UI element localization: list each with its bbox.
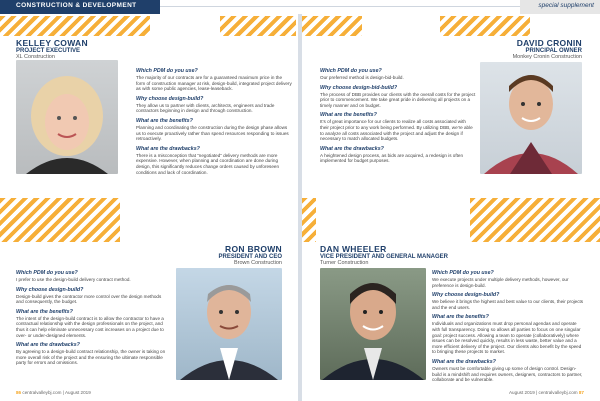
person-title: PROJECT EXECUTIVE <box>16 48 81 54</box>
question: Which PDM do you use? <box>432 270 494 276</box>
answer: Individuals and organizations must drop personal agendas and operate with full transparency. Doing so allows all parties to focus on one singular goal: project success. Allowing a team to operate (collaboratively) where issues can be resolved quickly, results in less waste, better value and a more efficient delivery of the project. Our clients also benefit by the speed to bringing these projects to market. <box>432 321 582 355</box>
answer: There is a misconception that “negotiated” delivery methods are more expensive. However, when planning and coordination are done during design, this significantly reduces change orders caused by unforeseen conditions and lack of coordination. <box>136 152 280 175</box>
profile-header-dan <box>320 244 480 266</box>
person-name: KELLEY COWAN <box>16 38 88 48</box>
answer: By agreeing to a design-build contract relationship, the owner is taking on more overall risk of the project and the ensuring the ultimate responsible party for errors and omissions. <box>16 349 166 366</box>
stripe-decoration <box>220 16 296 36</box>
answer: The process of DBB provides our clients with the overall costs for the project prior to commencement. We take great pride in delivering all projects on a timely manner and on budget. <box>320 91 476 108</box>
person-name: DAVID CRONIN <box>516 38 582 48</box>
question: Which PDM do you use? <box>136 68 198 74</box>
question: What are the drawbacks? <box>432 358 496 365</box>
question: What are the drawbacks? <box>320 145 384 152</box>
portrait-photo-david <box>480 62 582 174</box>
answer: We execute projects under multiple delivery methods, however, our preference is design-build. <box>432 277 569 288</box>
question: What are the drawbacks? <box>136 145 200 152</box>
person-title: VICE PRESIDENT AND GENERAL MANAGER <box>320 254 449 260</box>
question: Why choose design-build? <box>16 286 84 293</box>
qa-column-dan <box>432 270 584 387</box>
profile-header-kelley <box>16 38 136 60</box>
stripe-decoration <box>440 16 530 36</box>
answer: We believe it brings the highest and best value to our clients, their projects and the end users. <box>432 299 584 310</box>
page-gutter <box>298 14 302 401</box>
stripe-decoration <box>0 16 150 36</box>
answer: Design-build gives the contractor more control over the design methods and consequently, the budget. <box>16 293 162 305</box>
supplement-label: special supplement <box>538 2 594 9</box>
stripe-decoration <box>302 198 316 242</box>
header-rule-right <box>300 6 520 7</box>
person-company: Turner Construction <box>320 260 369 266</box>
header-rule-left <box>160 6 300 7</box>
qa-column-david <box>320 68 476 168</box>
question: What are the drawbacks? <box>16 342 80 349</box>
page-number-right: 87 <box>578 390 584 395</box>
person-company: XL Construction <box>16 54 55 60</box>
answer: A heightened design process, as bids are acquired, a redesign is often implemented for budget purposes. <box>320 152 464 164</box>
issue-date-right: August 2019 <box>508 390 535 395</box>
question: Why choose design-build? <box>136 95 204 102</box>
profile-header-david <box>470 38 582 60</box>
footer-left: 86 centralvalleybj.com | August 2019 <box>16 390 91 395</box>
qa-column-kelley <box>136 68 292 179</box>
section-title: CONSTRUCTION & DEVELOPMENT <box>16 2 137 9</box>
issue-date-left: August 2019 <box>64 390 91 395</box>
stripe-decoration <box>302 16 362 36</box>
answer: Owners must be comfortable giving up some of design control. Design-build is a mindshift and requires owners, designers, contractors to partner, collaborate and be vulnerable. <box>432 365 583 383</box>
question: Which PDM do you use? <box>16 270 78 276</box>
person-name: RON BROWN <box>225 244 282 254</box>
person-title: PRINCIPAL OWNER <box>525 48 582 54</box>
answer: Planning and coordinating the construction during the design phase allows us to execute proactively rather than spend resources responding to issues retroactively. <box>136 124 289 142</box>
profile-header-ron <box>170 244 282 266</box>
answer: Our preferred method is design-bid-build. <box>320 75 404 80</box>
answer: I prefer to use the design-build delivery contract method. <box>16 277 131 282</box>
page-number-left: 86 <box>16 390 22 395</box>
question: What are the benefits? <box>320 112 377 119</box>
person-company: Brown Construction <box>234 260 282 266</box>
footer-right: August 2019 | centralvalleybj.com 87 <box>508 390 584 395</box>
person-company: Monkey Cronin Construction <box>512 54 582 60</box>
person-title: PRESIDENT AND CEO <box>218 254 282 260</box>
stripe-decoration <box>0 198 120 242</box>
supplement-banner <box>520 0 600 14</box>
answer: The majority of our contracts are for a guaranteed maximum price in the form of construction manager at risk, design-build, integrated project delivery as with some public agencies, lease-leaseback. <box>136 75 292 92</box>
publication-url-right: centralvalleybj.com <box>538 390 578 395</box>
portrait-photo-kelley <box>16 60 118 174</box>
answer: They allow us to partner with clients, architects, engineers and trade contractors beginning in design and through construction. <box>136 102 275 114</box>
person-name: DAN WHEELER <box>320 244 387 254</box>
portrait-photo-ron <box>176 268 282 380</box>
stripe-decoration <box>470 198 600 242</box>
question: Why choose design-bid-build? <box>320 84 398 91</box>
question: What are the benefits? <box>432 314 489 321</box>
publication-url-left: centralvalleybj.com <box>22 390 62 395</box>
section-banner <box>0 0 160 14</box>
question: Which PDM do you use? <box>320 68 382 74</box>
question: Why choose design-build? <box>432 292 500 299</box>
portrait-photo-dan <box>320 268 426 380</box>
answer: The intent of the design-build contract is to allow the contractor to have a contractual relationship with the design professionals on the project, and thus it can help eliminate unnecessary cost increases on a project due to over- or under-designed elements. <box>16 315 164 338</box>
question: What are the benefits? <box>136 117 193 124</box>
qa-column-ron <box>16 270 170 370</box>
answer: It’s of great importance for our clients to realize all costs associated with their project prior to any work being performed. By utilizing DBB, we’re able to analyze all costs associated with the project and adjust the design if necessary to match allocated budgets. <box>320 119 473 142</box>
question: What are the benefits? <box>16 308 73 315</box>
